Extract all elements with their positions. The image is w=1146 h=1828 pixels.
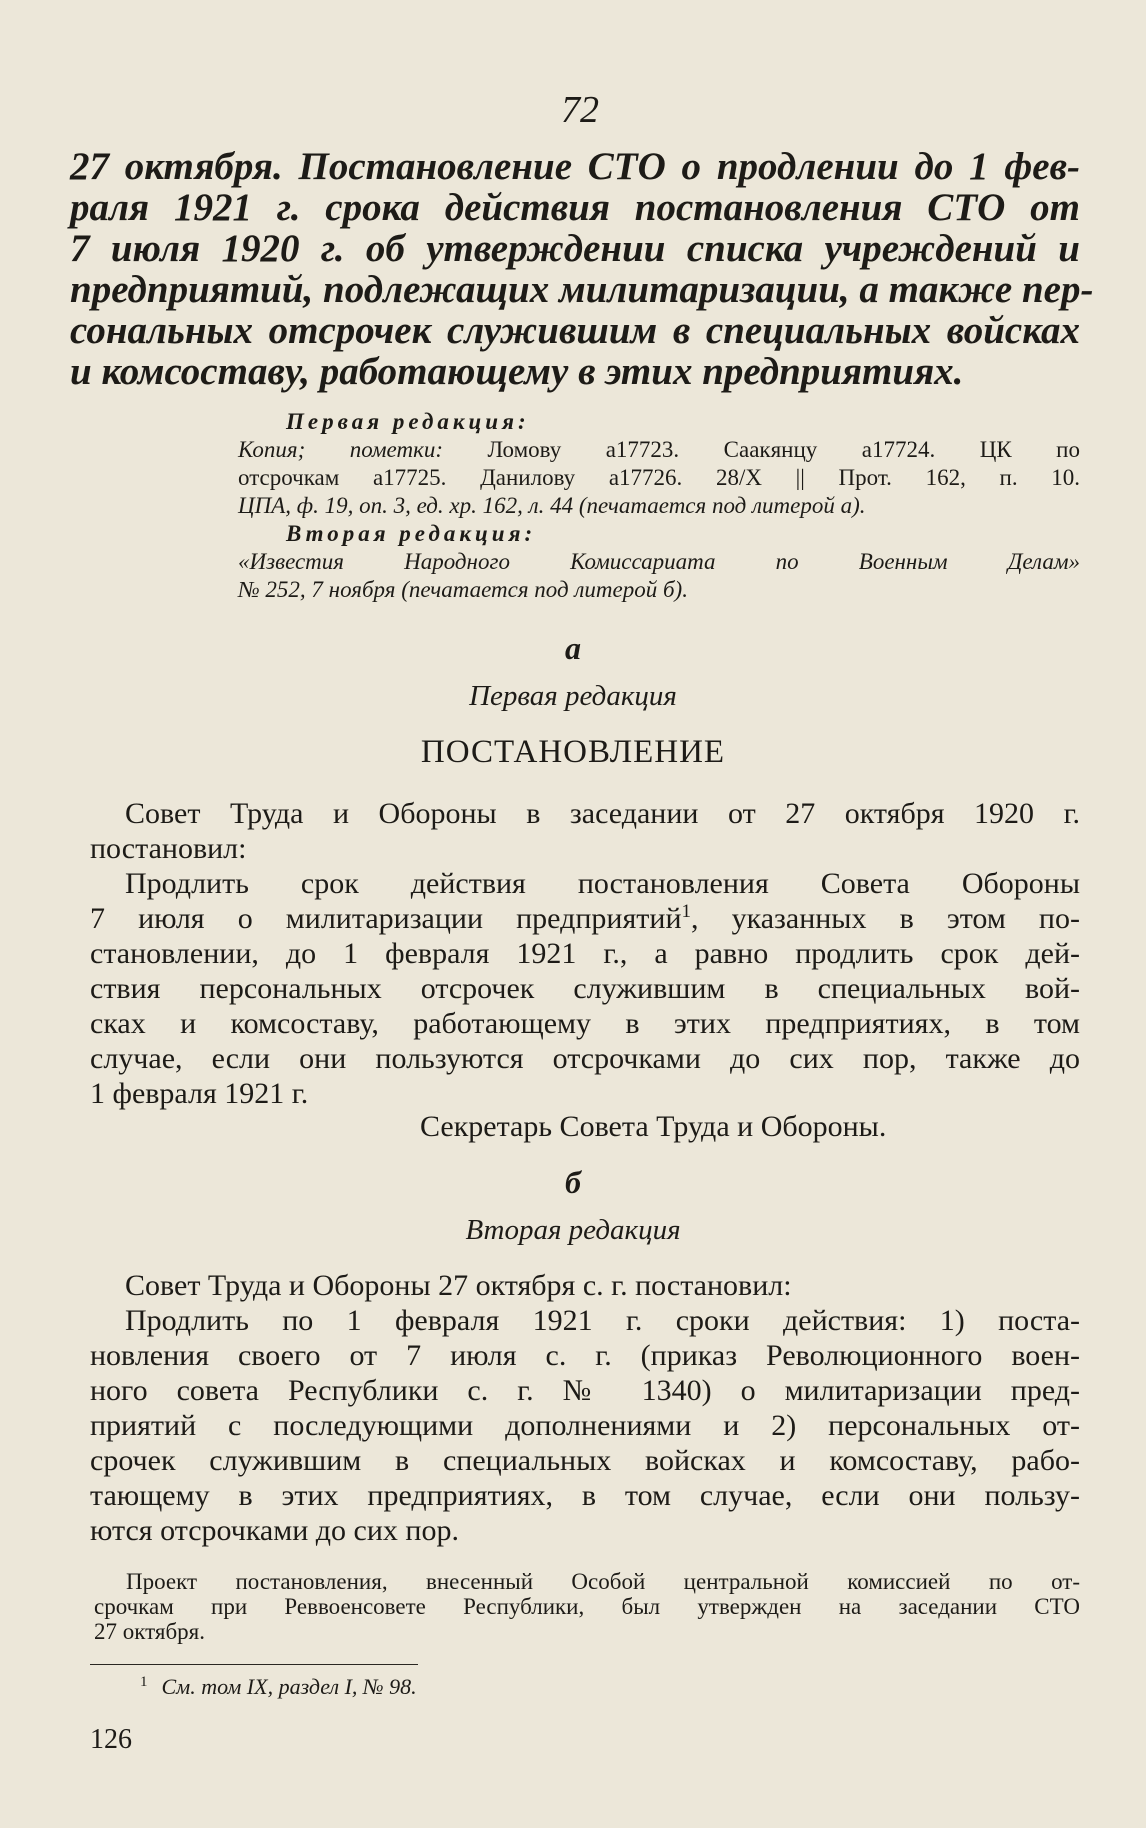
heading-line: 7 июля 1920 г. об утверждении списка учреждений и (70, 227, 1080, 270)
source-metadata (238, 408, 1080, 604)
section-a-label: Первая редакция (469, 680, 677, 712)
footnote (140, 1674, 417, 1700)
text-line: сках и комсоставу, работающему в этих предприятиях, в том (90, 1007, 1080, 1040)
source-publication: «Известия Народного Комиссариата по Военным Делам» (238, 549, 1080, 574)
text-line: ного совета Республики с. г. № 1340) о милитаризации пред- (90, 1374, 1080, 1407)
copy-line: Копия; пометки: Ломову а17723. Саакянцу а17724. ЦК по (238, 437, 1080, 462)
note-line: срочкам при Реввоенсовете Республики, был утвержден на заседании СТО (94, 1594, 1080, 1619)
text-line: 1 февраля 1921 г. (90, 1077, 309, 1110)
copy-line-2: отсрочкам а17725. Данилову а17726. 28/X || Прот. 162, п. 10. (238, 465, 1080, 490)
archive-reference: ЦПА, ф. 19, оп. 3, ед. хр. 162, л. 44 (печатается под литерой а). (238, 493, 866, 518)
footnote-reference[interactable]: 1 (681, 901, 691, 922)
text-line: новления своего от 7 июля с. г. (приказ Революционного воен- (90, 1339, 1080, 1372)
section-a-paragraph-1 (90, 796, 1080, 866)
text-line: Продлить по 1 февраля 1921 г. сроки действия: 1) поста- (125, 1304, 1080, 1337)
section-a-paragraph-2 (90, 866, 1080, 1111)
signature-line: Секретарь Совета Труда и Обороны. (420, 1110, 887, 1143)
text-line: становлении, до 1 февраля 1921 г., а равно продлить срок дей- (90, 937, 1080, 970)
text-line: Совет Труда и Обороны в заседании от 27 октября 1920 г. (125, 797, 1080, 830)
text-line: ются отсрочками до сих пор. (90, 1514, 459, 1547)
footnote-mark: 1 (140, 1674, 148, 1690)
footnote-text: См. том IX, раздел I, № 98. (161, 1674, 417, 1699)
section-b-paragraph-2 (90, 1303, 1080, 1548)
text-line: постановил: (90, 832, 247, 865)
text-line: случае, если они пользуются отсрочками до сих пор, также до (90, 1042, 1080, 1075)
text-line: срочек служившим в специальных войсках и комсоставу, рабо- (90, 1444, 1080, 1477)
text-line: приятий с последующими дополнениями и 2) персональных от- (90, 1409, 1080, 1442)
section-letter-b: б (565, 1164, 581, 1200)
text-line: ствия персональных отсрочек служившим в специальных вой- (90, 972, 1080, 1005)
heading-line: сональных отсрочек служившим в специальных войсках (70, 309, 1080, 352)
section-letter-a: а (565, 630, 581, 666)
document-heading (70, 145, 1094, 393)
note-line: 27 октября. (94, 1619, 205, 1644)
folio-number: 126 (90, 1724, 132, 1755)
section-b-paragraph-1 (90, 1268, 1080, 1303)
text-line: Совет Труда и Обороны 27 октября с. г. постановил: (125, 1269, 792, 1302)
text-line: 7 июля о милитаризации предприятий$^1$, указанных в этом по- (90, 901, 1080, 935)
text-line: Продлить срок действия постановления Совета Обороны (125, 867, 1080, 900)
first-edition-label: Первая редакция: (286, 409, 530, 434)
second-edition-label: Вторая редакция: (286, 521, 537, 546)
section-b-label: Вторая редакция (465, 1214, 681, 1246)
page-number: 72 (561, 89, 599, 131)
heading-line: и комсоставу, работающему в этих предприятиях. (70, 350, 964, 393)
footnote-divider (90, 1664, 418, 1665)
heading-line: 27 октября. Постановление СТО о продлении до 1 фев- (70, 145, 1080, 188)
source-publication-2: № 252, 7 ноября (печатается под литерой б). (238, 577, 688, 602)
editorial-note (94, 1569, 1080, 1644)
heading-line: раля 1921 г. срока действия постановления СТО от (70, 186, 1080, 229)
note-line: Проект постановления, внесенный Особой центральной комиссией по от- (126, 1569, 1080, 1594)
heading-line: предприятий, подлежащих милитаризации, а также пер- (70, 268, 1094, 311)
text-line: тающему в этих предприятиях, в том случае, если они пользу- (90, 1479, 1080, 1512)
resolution-title: ПОСТАНОВЛЕНИЕ (420, 734, 726, 770)
